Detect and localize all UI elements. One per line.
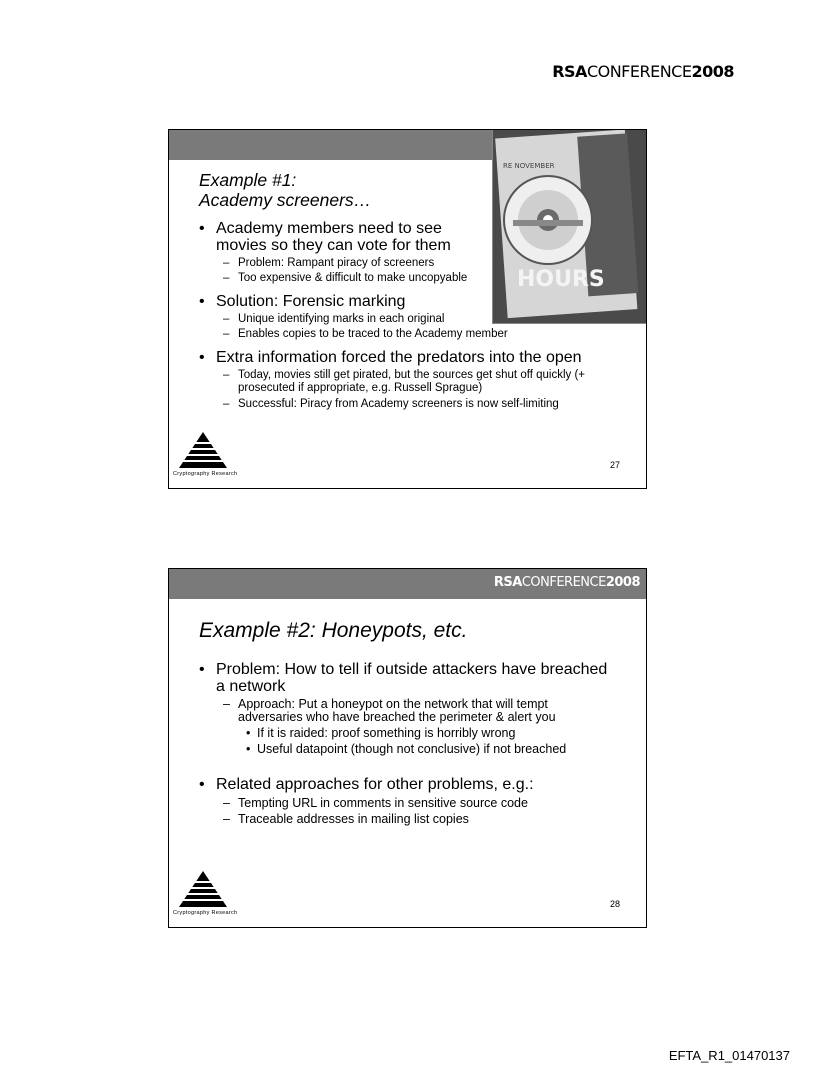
bullet-item: • Solution: Forensic marking: [199, 294, 634, 311]
sub-bullet-item: – Tempting URL in comments in sensitive source code: [199, 796, 634, 810]
bullet-list: [199, 214, 634, 411]
bullet-item: • Extra information forced the predators into the open: [199, 350, 634, 367]
svg-text:RE NOVEMBER: RE NOVEMBER: [503, 162, 555, 170]
bullet-item: • Problem: How to tell if outside attackers have breached a network: [199, 662, 611, 696]
slide-28: [168, 568, 647, 928]
slide-header-bar: [169, 569, 646, 599]
slide-title: Example #2: Honeypots, etc.: [199, 619, 468, 642]
sub-bullet-item: – Unique identifying marks in each original: [199, 313, 634, 326]
sub-bullet-item: – Approach: Put a honeypot on the network that will tempt adversaries who have breached the perimeter & alert you: [199, 698, 578, 726]
company-name: Cryptography Research: [173, 471, 238, 477]
cryptography-research-logo: [173, 430, 237, 477]
sub-sub-bullet-item: • If it is raided: proof something is horribly wrong: [199, 726, 634, 741]
slide-number: 28: [609, 899, 620, 909]
sub-bullet-item: – Enables copies to be traced to the Academy member: [199, 328, 634, 341]
slide-number: 27: [609, 460, 620, 470]
bullet-item: • Academy members need to see movies so they can vote for them: [199, 221, 466, 255]
slide-header-logo: RSACONFERENCE2008: [493, 575, 640, 590]
bullet-list: [199, 655, 634, 827]
company-name: Cryptography Research: [173, 910, 238, 916]
sub-sub-bullet-item: • Useful datapoint (though not conclusive) if not breached: [199, 742, 634, 757]
page-header-logo: RSACONFERENCE2008: [552, 62, 734, 81]
slide-title: Example #1: Academy screeners…: [199, 170, 372, 211]
triangle-logo-icon: [177, 430, 229, 470]
sub-bullet-item: – Too expensive & difficult to make uncopyable: [199, 272, 634, 285]
bullet-item: • Related approaches for other problems, e.g.:: [199, 777, 634, 794]
sub-bullet-item: – Traceable addresses in mailing list copies: [199, 812, 634, 826]
slide-27: [168, 129, 647, 489]
sub-bullet-item: – Problem: Rampant piracy of screeners: [199, 257, 634, 270]
sub-bullet-item: – Today, movies still get pirated, but the sources get shut off quickly (+ prosecuted if appropriate, e.g. Russell Sprague): [199, 369, 598, 395]
svg-text:HOURS: HOURS: [517, 267, 605, 292]
triangle-logo-icon: [177, 869, 229, 909]
document-id: EFTA_R1_01470137: [668, 1048, 790, 1063]
cryptography-research-logo: [173, 869, 237, 916]
sub-bullet-item: – Successful: Piracy from Academy screeners is now self-limiting: [199, 398, 634, 411]
